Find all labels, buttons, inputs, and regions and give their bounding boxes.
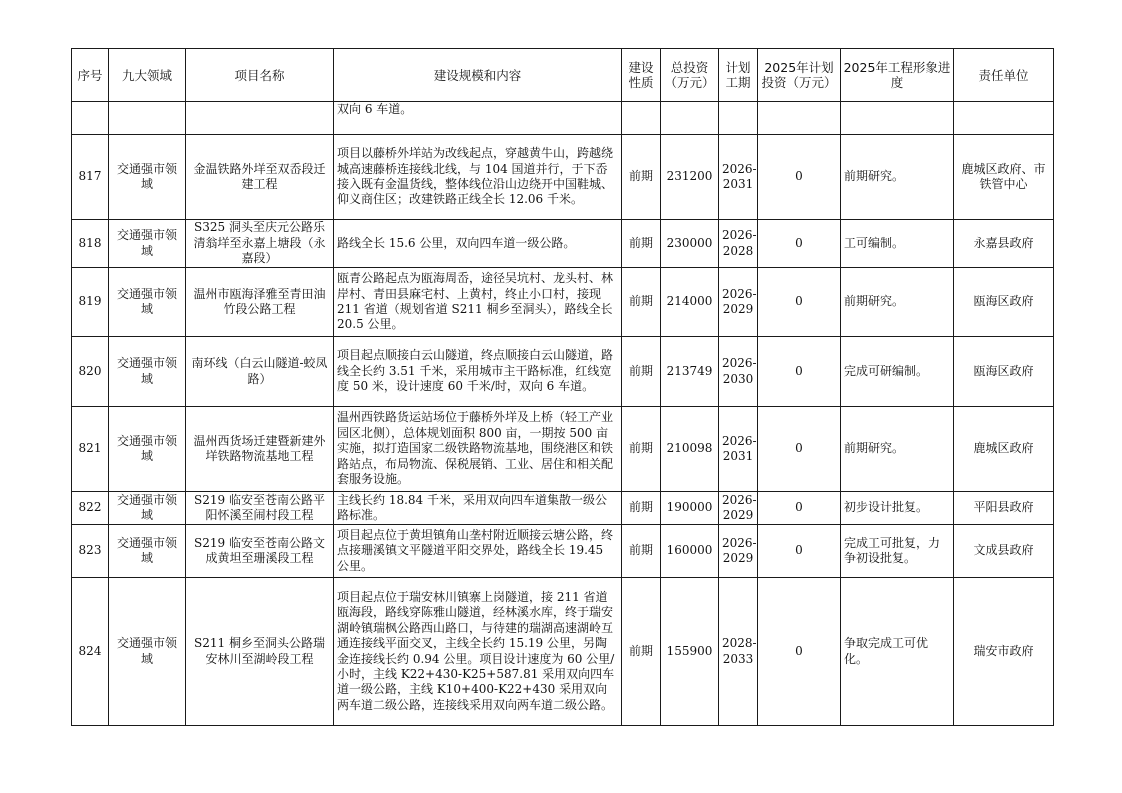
table-row (72, 525, 1054, 578)
cell-invest (661, 102, 719, 135)
cell-nature: 前期 (622, 407, 661, 492)
cell-name: 南环线（白云山隧道-蛟凤路） (186, 337, 334, 407)
header-nature: 建设性质 (622, 49, 661, 102)
cell-plan2025: 0 (758, 525, 841, 578)
cell-scale: 双向 6 车道。 (334, 102, 622, 135)
cell-plan2025: 0 (758, 578, 841, 726)
cell-plan2025: 0 (758, 220, 841, 268)
continuation-row (72, 102, 1054, 135)
cell-invest: 214000 (661, 268, 719, 337)
cell-name: S219 临安至苍南公路文成黄坦至珊溪段工程 (186, 525, 334, 578)
cell-unit: 永嘉县政府 (954, 220, 1054, 268)
cell-plan2025: 0 (758, 407, 841, 492)
cell-invest: 155900 (661, 578, 719, 726)
cell-invest: 210098 (661, 407, 719, 492)
cell-period: 2026-2028 (719, 220, 758, 268)
cell-nature (622, 102, 661, 135)
header-progress2025: 2025年工程形象进度 (841, 49, 954, 102)
cell-plan2025 (758, 102, 841, 135)
cell-progress2025: 前期研究。 (841, 135, 954, 220)
cell-name: S219 临安至苍南公路平阳怀溪至闹村段工程 (186, 492, 334, 525)
cell-seq (72, 102, 109, 135)
header-name: 项目名称 (186, 49, 334, 102)
cell-plan2025: 0 (758, 135, 841, 220)
cell-seq: 819 (72, 268, 109, 337)
cell-plan2025: 0 (758, 268, 841, 337)
cell-invest: 230000 (661, 220, 719, 268)
cell-invest: 231200 (661, 135, 719, 220)
table-header (72, 49, 1054, 102)
cell-nature: 前期 (622, 220, 661, 268)
cell-name: 金温铁路外垟至双岙段迁建工程 (186, 135, 334, 220)
cell-unit: 鹿城区政府、市铁管中心 (954, 135, 1054, 220)
cell-period (719, 102, 758, 135)
cell-domain: 交通强市领域 (109, 135, 186, 220)
cell-progress2025: 初步设计批复。 (841, 492, 954, 525)
cell-progress2025 (841, 102, 954, 135)
cell-name (186, 102, 334, 135)
cell-progress2025: 前期研究。 (841, 407, 954, 492)
cell-seq: 822 (72, 492, 109, 525)
cell-plan2025: 0 (758, 492, 841, 525)
cell-period: 2028-2033 (719, 578, 758, 726)
cell-domain: 交通强市领域 (109, 578, 186, 726)
cell-nature: 前期 (622, 337, 661, 407)
cell-period: 2026-2029 (719, 525, 758, 578)
cell-invest: 160000 (661, 525, 719, 578)
cell-unit: 鹿城区政府 (954, 407, 1054, 492)
header-period: 计划工期 (719, 49, 758, 102)
cell-domain: 交通强市领域 (109, 525, 186, 578)
header-seq: 序号 (72, 49, 109, 102)
cell-plan2025: 0 (758, 337, 841, 407)
cell-seq: 821 (72, 407, 109, 492)
header-invest: 总投资（万元） (661, 49, 719, 102)
cell-seq: 823 (72, 525, 109, 578)
cell-seq: 820 (72, 337, 109, 407)
cell-domain: 交通强市领域 (109, 337, 186, 407)
table-row (72, 337, 1054, 407)
header-domain: 九大领域 (109, 49, 186, 102)
cell-scale: 路线全长 15.6 公里，双向四车道一级公路。 (334, 220, 622, 268)
cell-period: 2026-2029 (719, 268, 758, 337)
cell-seq: 817 (72, 135, 109, 220)
cell-nature: 前期 (622, 492, 661, 525)
cell-unit: 瓯海区政府 (954, 268, 1054, 337)
cell-seq: 818 (72, 220, 109, 268)
project-table (71, 48, 1054, 726)
cell-name: 温州西货场迁建暨新建外垟铁路物流基地工程 (186, 407, 334, 492)
table-row (72, 135, 1054, 220)
header-unit: 责任单位 (954, 49, 1054, 102)
cell-unit: 瓯海区政府 (954, 337, 1054, 407)
header-scale: 建设规模和内容 (334, 49, 622, 102)
cell-invest: 190000 (661, 492, 719, 525)
cell-period: 2026-2031 (719, 407, 758, 492)
table-row (72, 220, 1054, 268)
cell-seq: 824 (72, 578, 109, 726)
cell-period: 2026-2030 (719, 337, 758, 407)
cell-name: S211 桐乡至洞头公路瑞安林川至湖岭段工程 (186, 578, 334, 726)
cell-domain: 交通强市领域 (109, 268, 186, 337)
cell-period: 2026-2029 (719, 492, 758, 525)
cell-nature: 前期 (622, 525, 661, 578)
cell-scale: 项目起点顺接白云山隧道，终点顺接白云山隧道，路线全长约 3.51 千米，采用城市主干路标准，红线宽度 50 米，设计速度 60 千米/时，双向 6 车道。 (334, 337, 622, 407)
cell-unit: 文成县政府 (954, 525, 1054, 578)
table-row (72, 268, 1054, 337)
cell-progress2025: 工可编制。 (841, 220, 954, 268)
cell-progress2025: 争取完成工可优化。 (841, 578, 954, 726)
cell-progress2025: 完成可研编制。 (841, 337, 954, 407)
cell-name: S325 洞头至庆元公路乐清翁垟至永嘉上塘段（永嘉段） (186, 220, 334, 268)
cell-unit: 平阳县政府 (954, 492, 1054, 525)
cell-domain: 交通强市领域 (109, 407, 186, 492)
cell-unit: 瑞安市政府 (954, 578, 1054, 726)
cell-period: 2026-2031 (719, 135, 758, 220)
table-row (72, 492, 1054, 525)
table-row (72, 407, 1054, 492)
cell-progress2025: 前期研究。 (841, 268, 954, 337)
cell-scale: 温州西铁路货运站场位于藤桥外垟及上桥（轻工产业园区北侧），总体规划面积 800 亩，一期按 500 亩实施，拟打造国家二级铁路物流基地，围绕港区和铁路站点，布局物流、保税展销、工业、居住和相关配套服务设施。 (334, 407, 622, 492)
cell-scale: 项目起点位于瑞安林川镇寨上岗隧道，接 211 省道瓯海段，路线穿陈雅山隧道，经林溪水库，终于瑞安湖岭镇瑞枫公路西山路口，与待建的瑞湖高速湖岭互通连接线平面交叉，主线全长约 15.19 公里，另陶金连接线长约 0.94 公里。项目设计速度为 60 公里/小时，主线 K22+430-K25+587.81 采用双向四车道一级公路，主线 K10+400-K22+430 采用双向两车道二级公路，连接线采用双向两车道二级公路。 (334, 578, 622, 726)
cell-name: 温州市瓯海泽雅至青田油竹段公路工程 (186, 268, 334, 337)
cell-domain: 交通强市领域 (109, 492, 186, 525)
cell-nature: 前期 (622, 578, 661, 726)
cell-nature: 前期 (622, 135, 661, 220)
table-row (72, 578, 1054, 726)
cell-scale: 主线长约 18.84 千米，采用双向四车道集散一级公路标准。 (334, 492, 622, 525)
cell-invest: 213749 (661, 337, 719, 407)
cell-domain: 交通强市领域 (109, 220, 186, 268)
cell-scale: 瓯青公路起点为瓯海周岙，途径吴坑村、龙头村、林岸村、青田县麻宅村、上黄村，终止小口村，接现 211 省道（规划省道 S211 桐乡至洞头），路线全长 20.5 公里。 (334, 268, 622, 337)
cell-scale: 项目起点位于黄坦镇角山垄村附近顺接云塘公路，终点接珊溪镇文平隧道平阳交界处，路线全长 19.45 公里。 (334, 525, 622, 578)
cell-scale: 项目以藤桥外垟站为改线起点，穿越黄牛山，跨越绕城高速藤桥连接线北线，与 104 国道并行，于下岙接入既有金温货线，整体线位沿山边绕开中国鞋城、仰义商住区；改建铁路正线全长 12.06 千米。 (334, 135, 622, 220)
cell-nature: 前期 (622, 268, 661, 337)
cell-progress2025: 完成工可批复，力争初设批复。 (841, 525, 954, 578)
cell-unit (954, 102, 1054, 135)
cell-domain (109, 102, 186, 135)
header-plan2025: 2025年计划投资（万元） (758, 49, 841, 102)
